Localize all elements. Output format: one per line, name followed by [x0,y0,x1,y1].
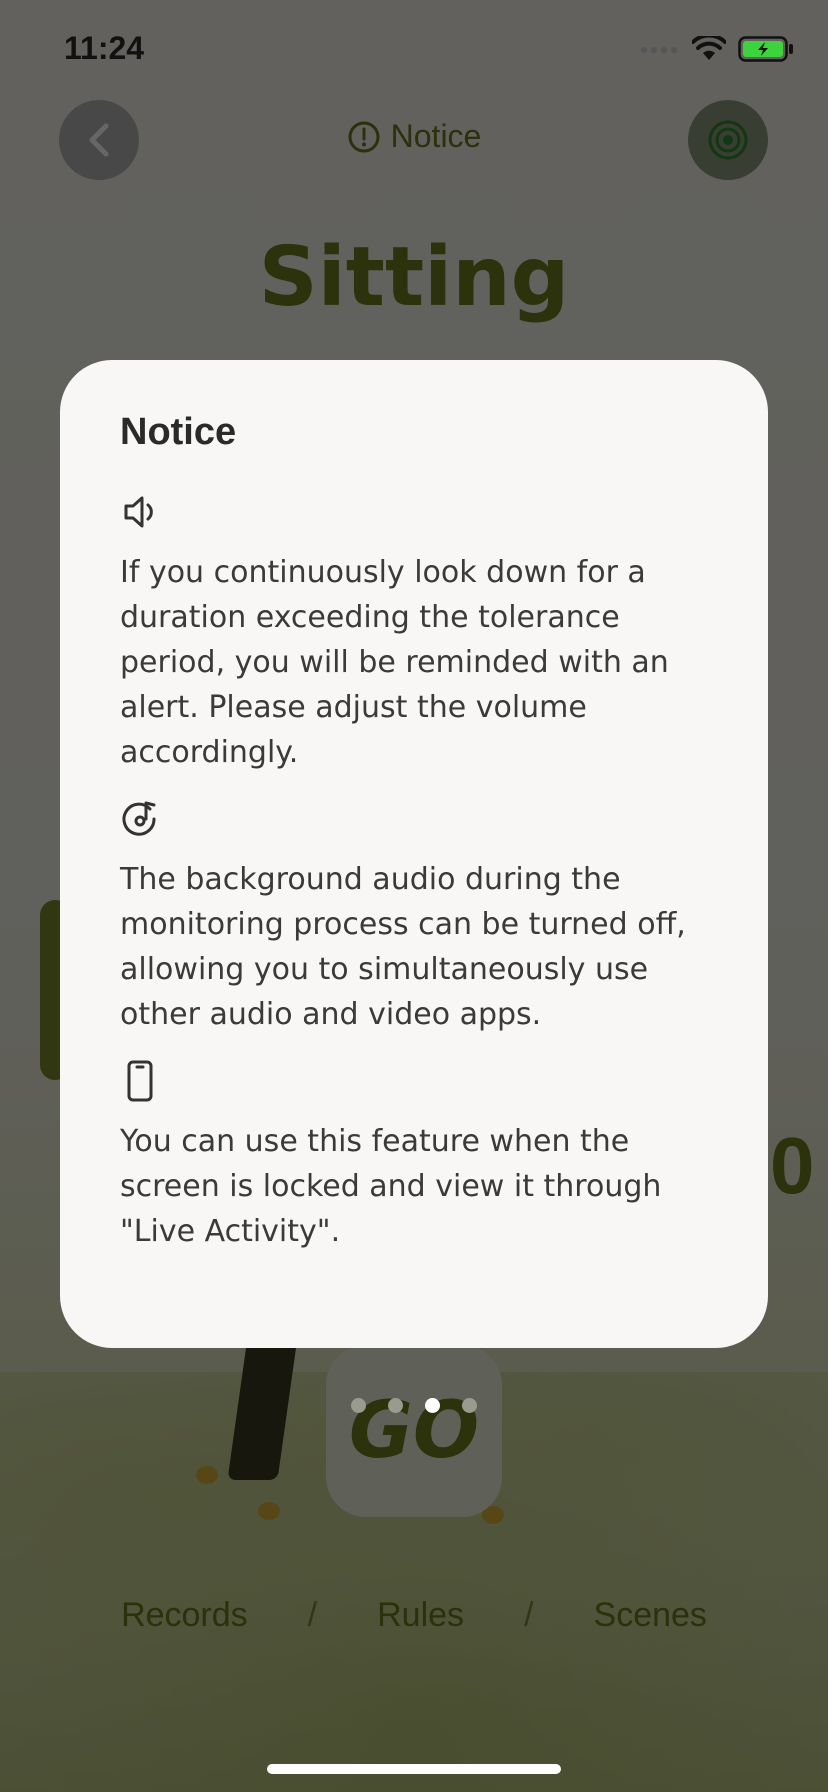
page-dot[interactable] [388,1398,403,1413]
signal-icon [640,43,680,55]
status-time: 11:24 [64,30,145,66]
notice-item [120,490,708,775]
notice-text: If you continuously look down for a duration exceeding the tolerance period, you will be reminded with an alert. Please adjust the volume accordingly. [120,554,669,770]
page-dot[interactable] [462,1398,477,1413]
page-dot[interactable] [351,1398,366,1413]
notice-item [120,797,708,1037]
status-icons [640,36,794,62]
music-disc-icon [120,797,160,841]
wifi-icon [692,36,726,62]
notice-modal [60,360,768,1348]
phone-icon [120,1059,160,1103]
battery-icon [738,36,794,62]
status-bar [0,0,828,96]
modal-title: Notice [120,411,237,453]
page-dot-active[interactable] [425,1398,440,1413]
home-indicator[interactable] [267,1764,561,1774]
page-indicator [0,1398,828,1413]
notice-item [120,1059,708,1254]
notice-text: The background audio during the monitoring process can be turned off, allowing you to simultaneously use other audio and video apps. [120,861,686,1032]
notice-text: You can use this feature when the screen is locked and view it through "Live Activity". [120,1123,662,1249]
speaker-icon [120,490,160,534]
